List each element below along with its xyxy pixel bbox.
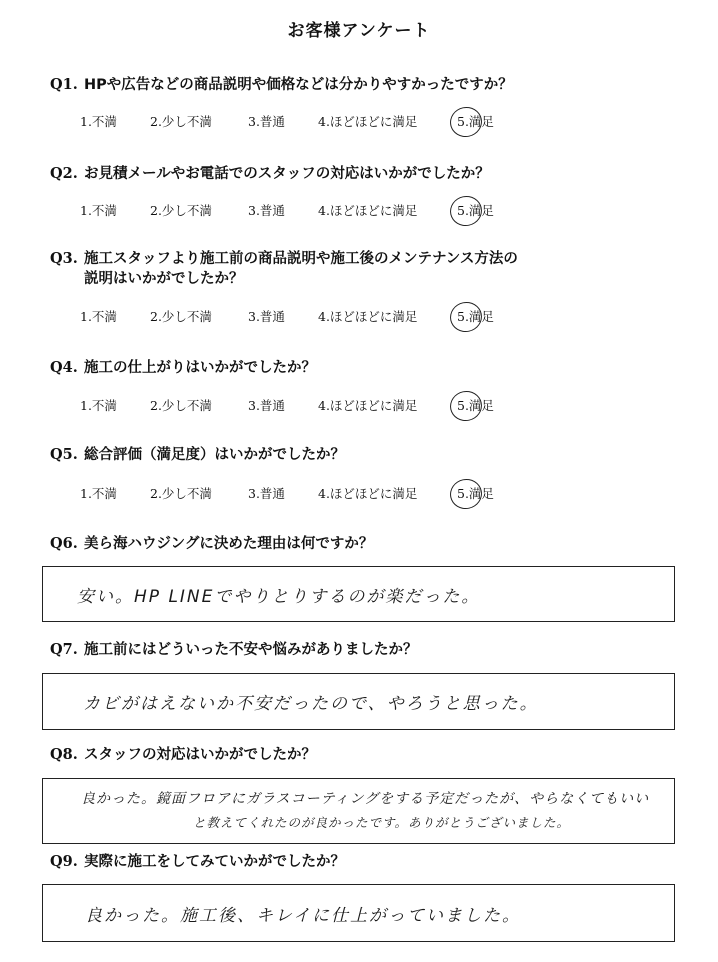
selection-circle [447, 476, 485, 512]
question-text: 施工前にはどういった不安や悩みがありましたか？ [84, 642, 418, 658]
option-5-selected[interactable]: 5.満足 [457, 307, 494, 325]
question-3 [50, 249, 518, 289]
option-2[interactable]: 2.少し不満 [150, 398, 212, 413]
question-number: Q3. [50, 250, 78, 267]
option-4[interactable]: 4.ほどほどに満足 [318, 114, 418, 129]
option-3[interactable]: 3.普通 [248, 114, 285, 129]
question-1 [50, 75, 513, 95]
question-text: お見積メールやお電話でのスタッフの対応はいかがでしたか？ [84, 166, 490, 182]
handwritten-answer: カビがはえないか不安だったので、やろうと思った。 [83, 694, 539, 714]
question-6 [50, 534, 373, 554]
option-2[interactable]: 2.少し不満 [150, 486, 212, 501]
option-4[interactable]: 4.ほどほどに満足 [318, 309, 418, 324]
answer-box-q8[interactable] [42, 778, 675, 844]
question-text: 美ら海ハウジングに決めた理由は何ですか？ [84, 536, 374, 552]
question-number: Q1. [50, 76, 78, 93]
question-8 [50, 745, 316, 765]
option-5-selected[interactable]: 5.満足 [457, 484, 494, 502]
question-number: Q4. [50, 359, 78, 376]
answer-box-q7[interactable] [42, 673, 675, 730]
question-number: Q9. [50, 853, 78, 870]
question-text: 施工スタッフより施工前の商品説明や施工後のメンテナンス方法の [84, 251, 518, 267]
question-7 [50, 640, 418, 660]
selection-circle [447, 388, 485, 424]
option-1[interactable]: 1.不満 [80, 203, 117, 218]
selection-circle [447, 193, 485, 229]
question-text: HPや広告などの商品説明や価格などは分かりやすかったですか？ [84, 77, 513, 93]
handwritten-answer-line2: と教えてくれたのが良かったです。ありがとうございました。 [193, 815, 571, 830]
question-text: 施工の仕上がりはいかがでしたか？ [84, 360, 316, 376]
handwritten-answer: 良かった。鏡面フロアにガラスコーティングをする予定だったが、やらなくてもいい [81, 791, 650, 807]
selection-circle [447, 299, 485, 335]
option-5-selected[interactable]: 5.満足 [457, 112, 494, 130]
option-1[interactable]: 1.不満 [80, 398, 117, 413]
question-text-line2: 説明はいかがでしたか？ [84, 271, 244, 287]
option-3[interactable]: 3.普通 [248, 309, 285, 324]
question-text: 実際に施工をしてみていかがでしたか？ [84, 854, 345, 870]
option-2[interactable]: 2.少し不満 [150, 114, 212, 129]
question-number: Q6. [50, 535, 78, 552]
question-number: Q7. [50, 641, 78, 658]
option-4[interactable]: 4.ほどほどに満足 [318, 486, 418, 501]
option-5-selected[interactable]: 5.満足 [457, 396, 494, 414]
option-3[interactable]: 3.普通 [248, 486, 285, 501]
option-5-selected[interactable]: 5.満足 [457, 201, 494, 219]
option-4[interactable]: 4.ほどほどに満足 [318, 203, 418, 218]
option-3[interactable]: 3.普通 [248, 398, 285, 413]
option-2[interactable]: 2.少し不満 [150, 203, 212, 218]
option-1[interactable]: 1.不満 [80, 114, 117, 129]
question-number: Q5. [50, 446, 78, 463]
question-2 [50, 164, 490, 184]
handwritten-answer: 安い。HP LINEでやりとりするのが楽だった。 [77, 587, 481, 607]
question-number: Q2. [50, 165, 78, 182]
question-number: Q8. [50, 746, 78, 763]
answer-box-q9[interactable] [42, 884, 675, 942]
question-text: 総合評価（満足度）はいかがでしたか？ [84, 447, 345, 463]
option-1[interactable]: 1.不満 [80, 486, 117, 501]
option-4[interactable]: 4.ほどほどに満足 [318, 398, 418, 413]
question-9 [50, 852, 345, 872]
page-title: お客様アンケート [287, 21, 431, 41]
question-4 [50, 358, 316, 378]
selection-circle [447, 104, 485, 140]
question-5 [50, 445, 345, 465]
answer-box-q6[interactable] [42, 566, 675, 622]
option-1[interactable]: 1.不満 [80, 309, 117, 324]
option-3[interactable]: 3.普通 [248, 203, 285, 218]
question-text: スタッフの対応はいかがでしたか？ [84, 747, 316, 763]
handwritten-answer: 良かった。施工後、キレイに仕上がっていました。 [85, 906, 521, 926]
option-2[interactable]: 2.少し不満 [150, 309, 212, 324]
